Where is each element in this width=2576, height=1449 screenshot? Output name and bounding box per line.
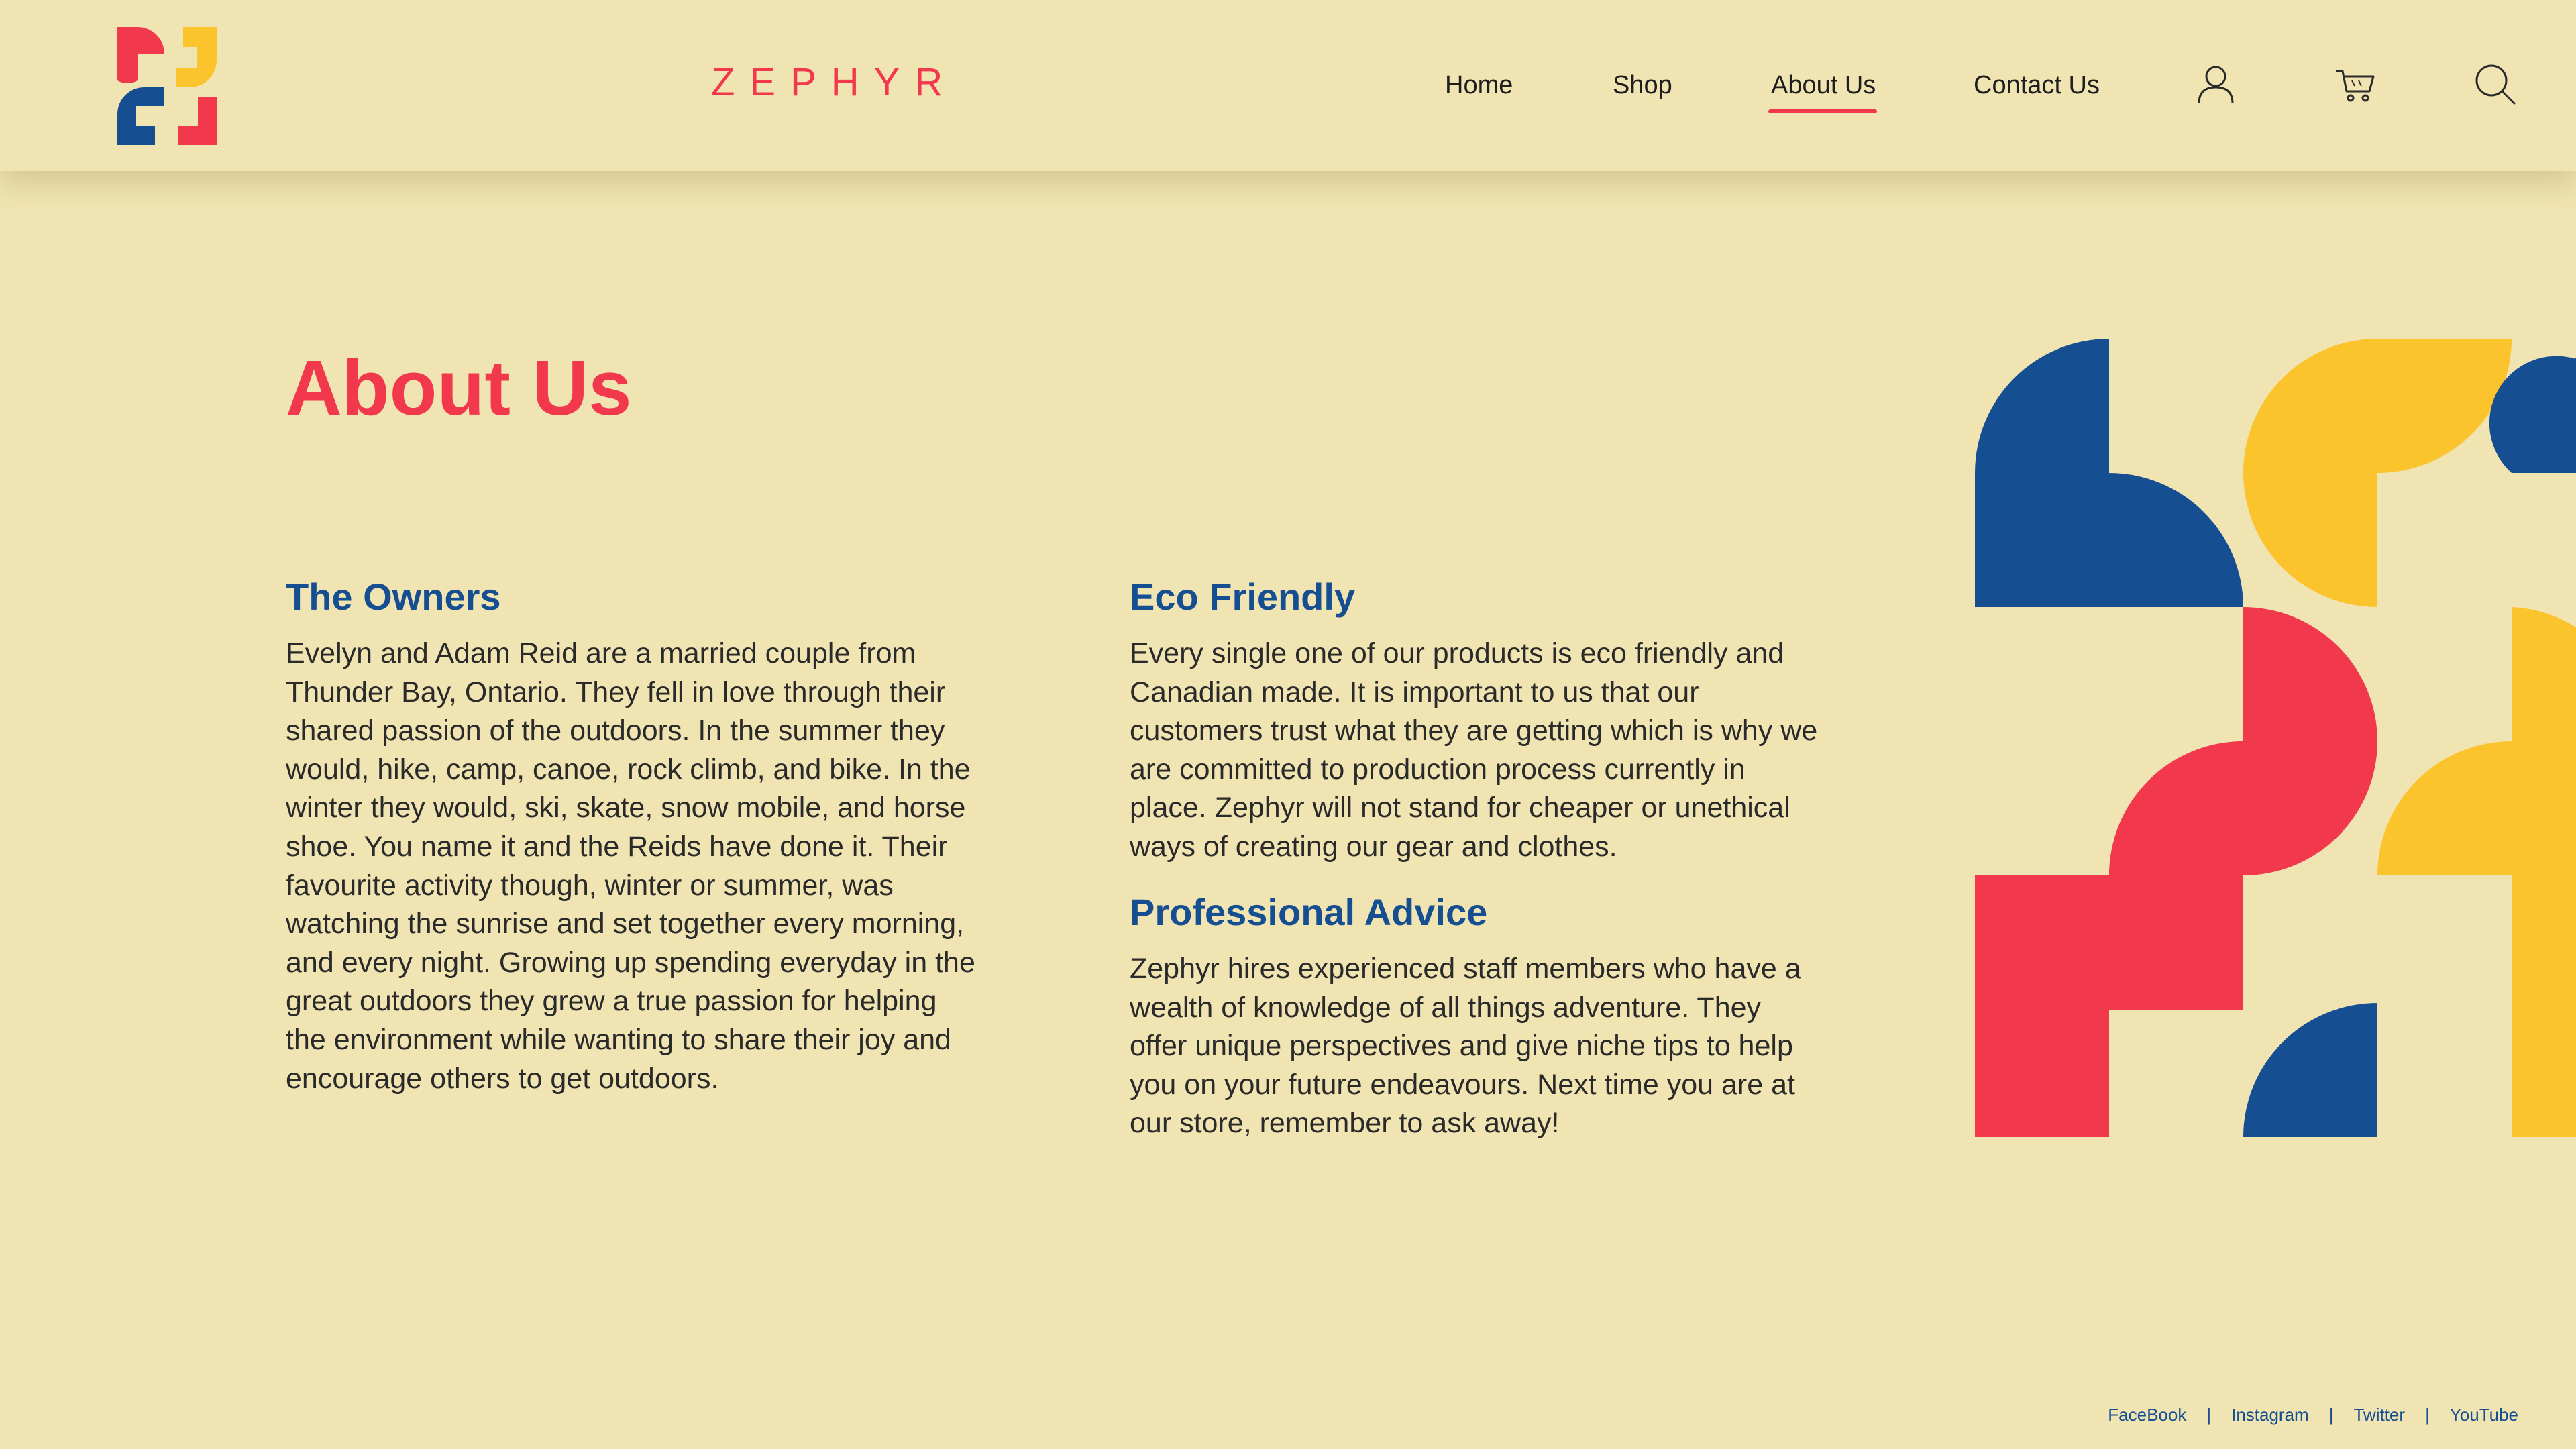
user-icon[interactable] xyxy=(2194,62,2238,106)
section-title-eco-friendly: Eco Friendly xyxy=(1130,576,1356,618)
footer-link-facebook[interactable]: FaceBook xyxy=(2108,1405,2187,1425)
nav-home[interactable]: Home xyxy=(1445,71,1513,99)
section-body-owners: Evelyn and Adam Reid are a married couple from Thunder Bay, Ontario. They fell in love through their shared passion of the outdoors. In the summer they would, hike, camp, canoe, rock climb, and bike. In the winter they would, ski, skate, snow mobile, and horse shoe. You name it and the Reids have done it. Their favourite activity though, winter or summer, was watching the sunrise and set together every morning, and every night. Growing up spending everyday in the great outdoors they grew a true passion for helping the environment while wanting to share their joy and encourage others to get outdoors. xyxy=(286,637,975,1095)
footer-link-twitter[interactable]: Twitter xyxy=(2353,1405,2406,1425)
decorative-geometric-art xyxy=(1975,339,2576,1137)
nav-shop[interactable]: Shop xyxy=(1613,71,1672,99)
footer-separator: | xyxy=(2328,1405,2334,1425)
brand-name[interactable]: ZEPHYR xyxy=(711,60,958,104)
section-body-eco-friendly: Every single one of our products is eco friendly and Canadian made. It is important to us that our customers trust what they are getting which is why we are committed to production process currently in place. Zephyr will not stand for cheaper or unethical ways of creating our gear and clothes. xyxy=(1130,637,1818,863)
nav-about-us[interactable]: About Us xyxy=(1771,71,1876,99)
nav-contact-us[interactable]: Contact Us xyxy=(1974,71,2100,99)
search-icon[interactable] xyxy=(2473,62,2517,106)
page-title: About Us xyxy=(286,344,632,431)
section-body-professional-advice: Zephyr hires experienced staff members who have a wealth of knowledge of all things adventure. They offer unique perspectives and give niche tips to help you on your future endeavours. Next time you are at our store, remember to ask away! xyxy=(1130,953,1801,1140)
nav-active-indicator xyxy=(1768,109,1877,113)
site-header xyxy=(0,0,2576,171)
section-title-owners: The Owners xyxy=(286,576,501,618)
site-footer xyxy=(2108,1406,2518,1424)
footer-separator: | xyxy=(2206,1405,2212,1425)
footer-link-instagram[interactable]: Instagram xyxy=(2231,1405,2309,1425)
zephyr-logo-icon[interactable] xyxy=(117,27,217,145)
section-title-professional-advice: Professional Advice xyxy=(1130,891,1488,933)
cart-icon[interactable] xyxy=(2333,62,2377,106)
footer-link-youtube[interactable]: YouTube xyxy=(2449,1405,2518,1425)
footer-separator: | xyxy=(2425,1405,2430,1425)
